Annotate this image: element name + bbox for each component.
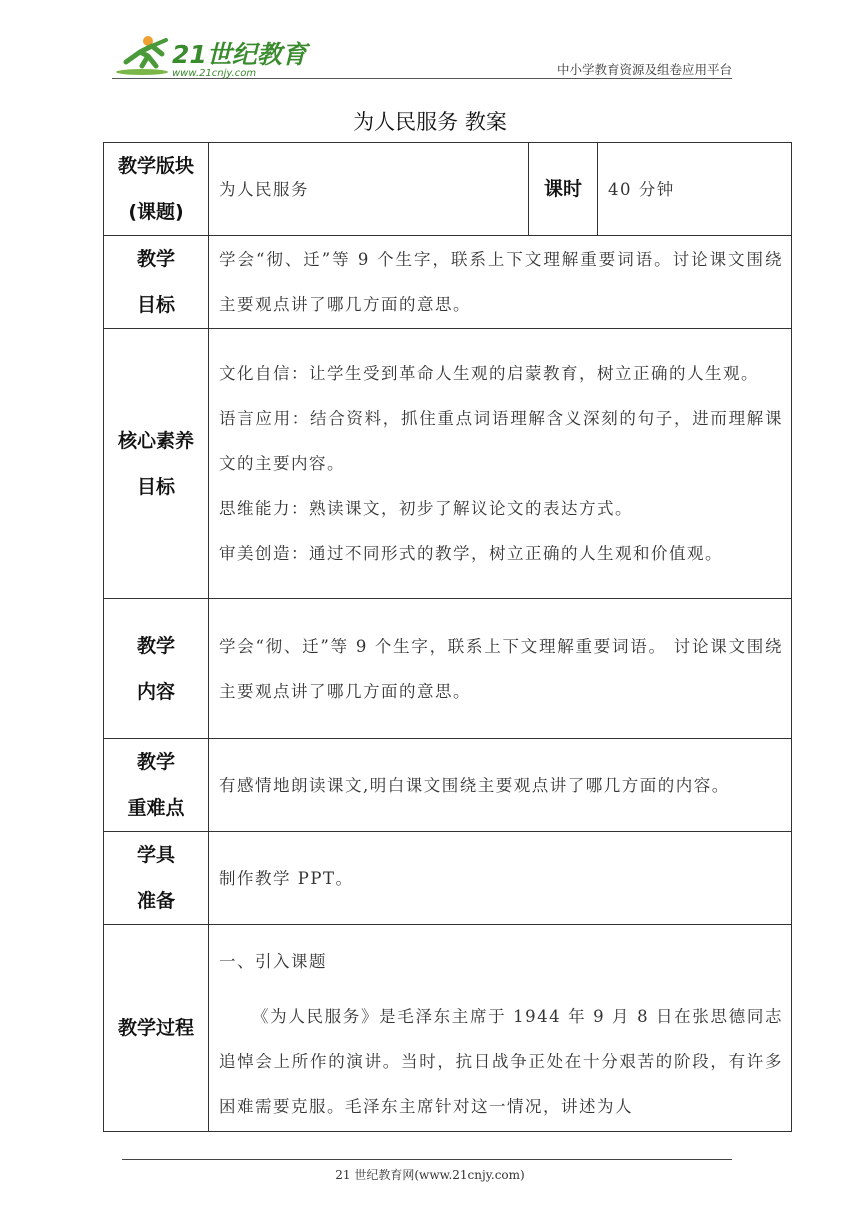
label-content: 教学 内容 xyxy=(104,599,209,739)
footer-divider xyxy=(122,1159,732,1160)
value-process xyxy=(209,925,792,1132)
value-key-points: 有感情地朗读课文,明白课文围绕主要观点讲了哪几方面的内容。 xyxy=(209,739,792,832)
page-title: 为人民服务 教案 xyxy=(353,110,507,134)
label-key-points: 教学 重难点 xyxy=(104,739,209,832)
label-core-literacy: 核心素养 目标 xyxy=(104,329,209,599)
table-row-materials xyxy=(104,832,792,925)
header-divider xyxy=(112,78,732,79)
process-paragraph: 《为人民服务》是毛泽东主席于 1944 年 9 月 8 日在张思德同志追悼会上所作的演讲。当时，抗日战争正处在十分艰苦的阶段，有许多困难需要克服。毛泽东主席针对这一情况，讲述为人 xyxy=(219,1007,783,1116)
table-row-content xyxy=(104,599,792,739)
value-core-literacy xyxy=(209,329,792,599)
value-content: 学会“彻、迁”等 9 个生字，联系上下文理解重要词语。 讨论课文围绕主要观点讲了哪几方面的意思。 xyxy=(209,599,792,739)
page-footer: 21 世纪教育网(www.21cnjy.com) xyxy=(335,1168,525,1182)
literacy-item: 审美创造：通过不同形式的教学，树立正确的人生观和价值观。 xyxy=(219,544,723,563)
page-header xyxy=(112,32,732,80)
value-goals: 学会“彻、迁”等 9 个生字，联系上下文理解重要词语。讨论课文围绕主要观点讲了哪几方面的意思。 xyxy=(209,236,792,329)
table-row-topic xyxy=(104,143,792,236)
value-class-period: 40 分钟 xyxy=(598,143,792,236)
table-row-core-literacy xyxy=(104,329,792,599)
label-topic: 教学版块 (课题) xyxy=(104,143,209,236)
lesson-plan-table xyxy=(103,142,792,1132)
21cnjy-logo xyxy=(112,32,307,80)
value-topic: 为人民服务 xyxy=(209,143,529,236)
label-materials: 学具 准备 xyxy=(104,832,209,925)
label-goals: 教学 目标 xyxy=(104,236,209,329)
table-row-goals xyxy=(104,236,792,329)
table-row-process xyxy=(104,925,792,1132)
platform-name: 中小学教育资源及组卷应用平台 xyxy=(556,62,732,77)
label-class-period: 课时 xyxy=(529,143,598,236)
literacy-item: 语言应用：结合资料，抓住重点词语理解含义深刻的句子，进而理解课文的主要内容。 xyxy=(219,409,783,473)
literacy-item: 文化自信：让学生受到革命人生观的启蒙教育，树立正确的人生观。 xyxy=(219,364,759,383)
section-heading: 一、引入课题 xyxy=(219,952,327,971)
svg-text:www.21cnjy.com: www.21cnjy.com xyxy=(172,68,257,79)
value-materials: 制作教学 PPT。 xyxy=(209,832,792,925)
label-process: 教学过程 xyxy=(104,925,209,1132)
svg-text:21世纪教育: 21世纪教育 xyxy=(172,40,307,69)
table-row-key-points xyxy=(104,739,792,832)
literacy-item: 思维能力：熟读课文，初步了解议论文的表达方式。 xyxy=(219,499,633,518)
